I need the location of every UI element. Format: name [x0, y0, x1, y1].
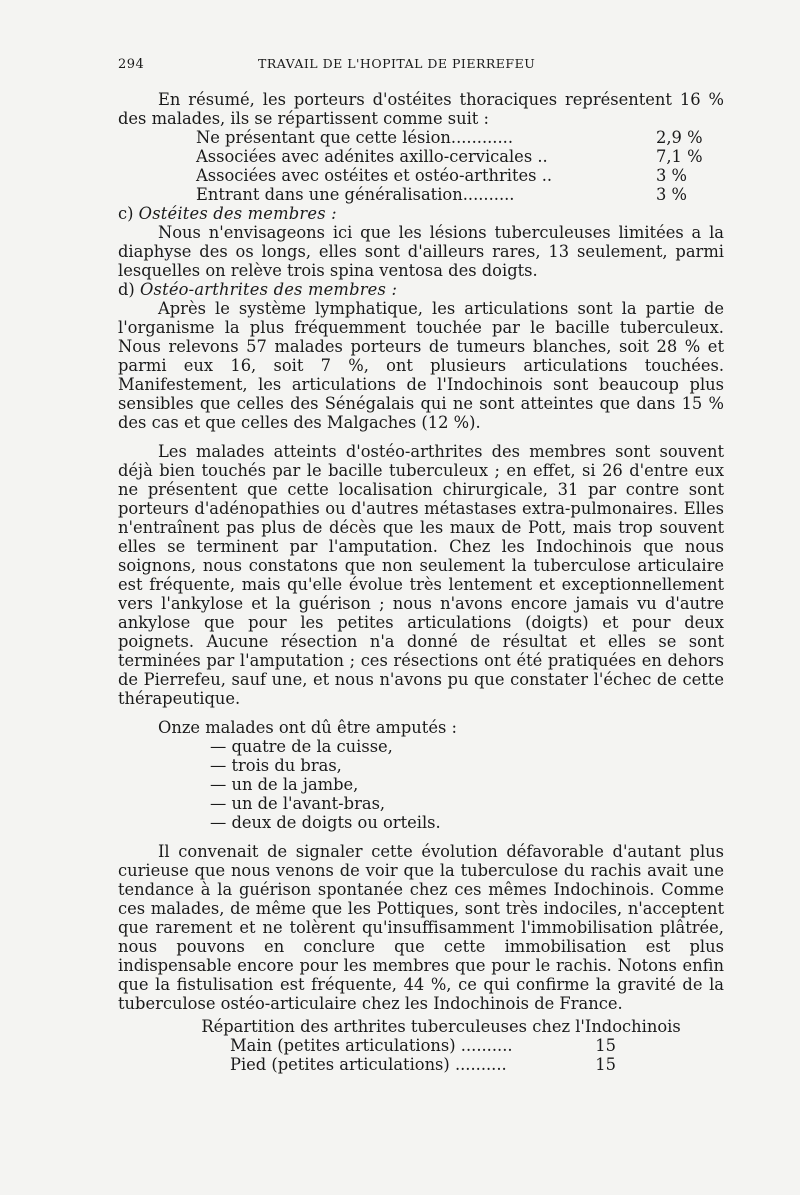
section-heading-d — [118, 280, 724, 299]
table-row-value: 15 — [595, 1055, 616, 1074]
table-row-value: 15 — [595, 1036, 616, 1055]
stat-label: Ne présentant que cette lésion............ — [196, 128, 513, 147]
stat-value: 2,9 % — [656, 128, 703, 147]
stat-row — [196, 166, 724, 185]
thorax-stats-list — [196, 128, 724, 204]
running-title: TRAVAIL DE L'HOPITAL DE PIERREFEU — [258, 56, 536, 71]
stat-row — [196, 185, 724, 204]
section-title: Ostéites des membres : — [138, 204, 337, 223]
arthritis-table — [230, 1036, 616, 1074]
paragraph-d1: Après le système lymphatique, les articulations sont la partie de l'organisme la plus fréquemment touchée par le bacille tuberculeux. Nous relevons 57 malades porteurs de tumeurs blanches, soit 28 % et parmi eux 16, soit 7 %, ont plusieurs articulations touchées. Manifestement, les articulations de l'Indochinois sont beaucoup plus sensibles que celles des Sénégalais qui ne sont atteintes que dans 15 % des cas et que celles des Malgaches (12 %). — [118, 299, 724, 432]
page-header — [118, 56, 568, 72]
stat-value: 3 % — [656, 166, 688, 185]
stat-label: Entrant dans une généralisation.......... — [196, 185, 515, 204]
paragraph-d2: Les malades atteints d'ostéo-arthrites des membres sont souvent déjà bien touchés par le bacille tuberculeux ; en effet, si 26 d'entre eux ne présentent que cette localisation chirurgicale, 31 par contre sont porteurs d'adénopathies ou d'autres métastases extra-pulmonaires. Elles n'entraînent pas plus de décès que les maux de Pott, mais trop souvent elles se terminent par l'amputation. Chez les Indochinois que nous soignons, nous constatons que non seulement la tuberculose articulaire est fréquente, mais qu'elle évolue très lentement et exceptionnellement vers l'ankylose et la guérison ; nous n'avons encore jamais vu d'autre ankylose que pour les petites articulations (doigts) et pour deux poignets. Aucune résection n'a donné de résultat et elles se sont terminées par l'amputation ; ces résections ont été pratiquées en dehors de Pierrefeu, sauf une, et nous n'avons pu que constater l'échec de cette thérapeutique. — [118, 442, 724, 708]
page-body — [118, 90, 724, 1074]
stat-label: Associées avec adénites axillo-cervicales .. — [196, 147, 548, 166]
paragraph-resume: En résumé, les porteurs d'ostéites thoraciques représentent 16 % des malades, ils se répartissent comme suit : — [118, 90, 724, 128]
table-title: Répartition des arthrites tuberculeuses chez l'Indochinois — [201, 1017, 681, 1036]
paragraph-final: Il convenait de signaler cette évolution défavorable d'autant plus curieuse que nous venons de voir que la tuberculose du rachis avait une tendance à la guérison spontanée chez ces mêmes Indochinois. Comme ces malades, de même que les Pottiques, sont très indociles, n'acceptent que rarement et ne tolèrent qu'insuffisamment l'immobilisation plâtrée, nous pouvons en conclure que cette immobilisation est plus indispensable encore pour les membres que pour le rachis. Notons enfin que la fistulisation est fréquente, 44 %, ce qui confirme la gravité de la tuberculose ostéo-articulaire chez les Indochinois de France. — [118, 842, 724, 1013]
stat-label: Associées avec ostéites et ostéo-arthrites .. — [196, 166, 553, 185]
table-row-label: Pied (petites articulations) .......... — [230, 1055, 507, 1074]
list-item: — un de l'avant-bras, — [210, 794, 386, 813]
list-item: — un de la jambe, — [210, 775, 359, 794]
table-row-label: Main (petites articulations) .......... — [230, 1036, 513, 1055]
section-heading-c — [118, 204, 724, 223]
stat-value: 7,1 % — [656, 147, 703, 166]
stat-value: 3 % — [656, 185, 688, 204]
section-letter: c) — [118, 204, 134, 223]
page-number: 294 — [118, 57, 145, 72]
section-title: Ostéo-arthrites des membres : — [139, 280, 398, 299]
table-row — [230, 1055, 616, 1074]
stat-row — [196, 147, 724, 166]
paragraph-c: Nous n'envisageons ici que les lésions tuberculeuses limitées a la diaphyse des os longs, elles sont d'ailleurs rares, 13 seulement, parmi lesquelles on relève trois spina ventosa des doigts. — [118, 223, 724, 280]
amputation-list — [210, 737, 724, 832]
stat-row — [196, 128, 724, 147]
paragraph-amputation-intro: Onze malades ont dû être amputés : — [158, 718, 457, 737]
list-item: — quatre de la cuisse, — [210, 737, 393, 756]
table-row — [230, 1036, 616, 1055]
list-item: — trois du bras, — [210, 756, 342, 775]
section-letter: d) — [118, 280, 135, 299]
list-item: — deux de doigts ou orteils. — [210, 813, 441, 832]
